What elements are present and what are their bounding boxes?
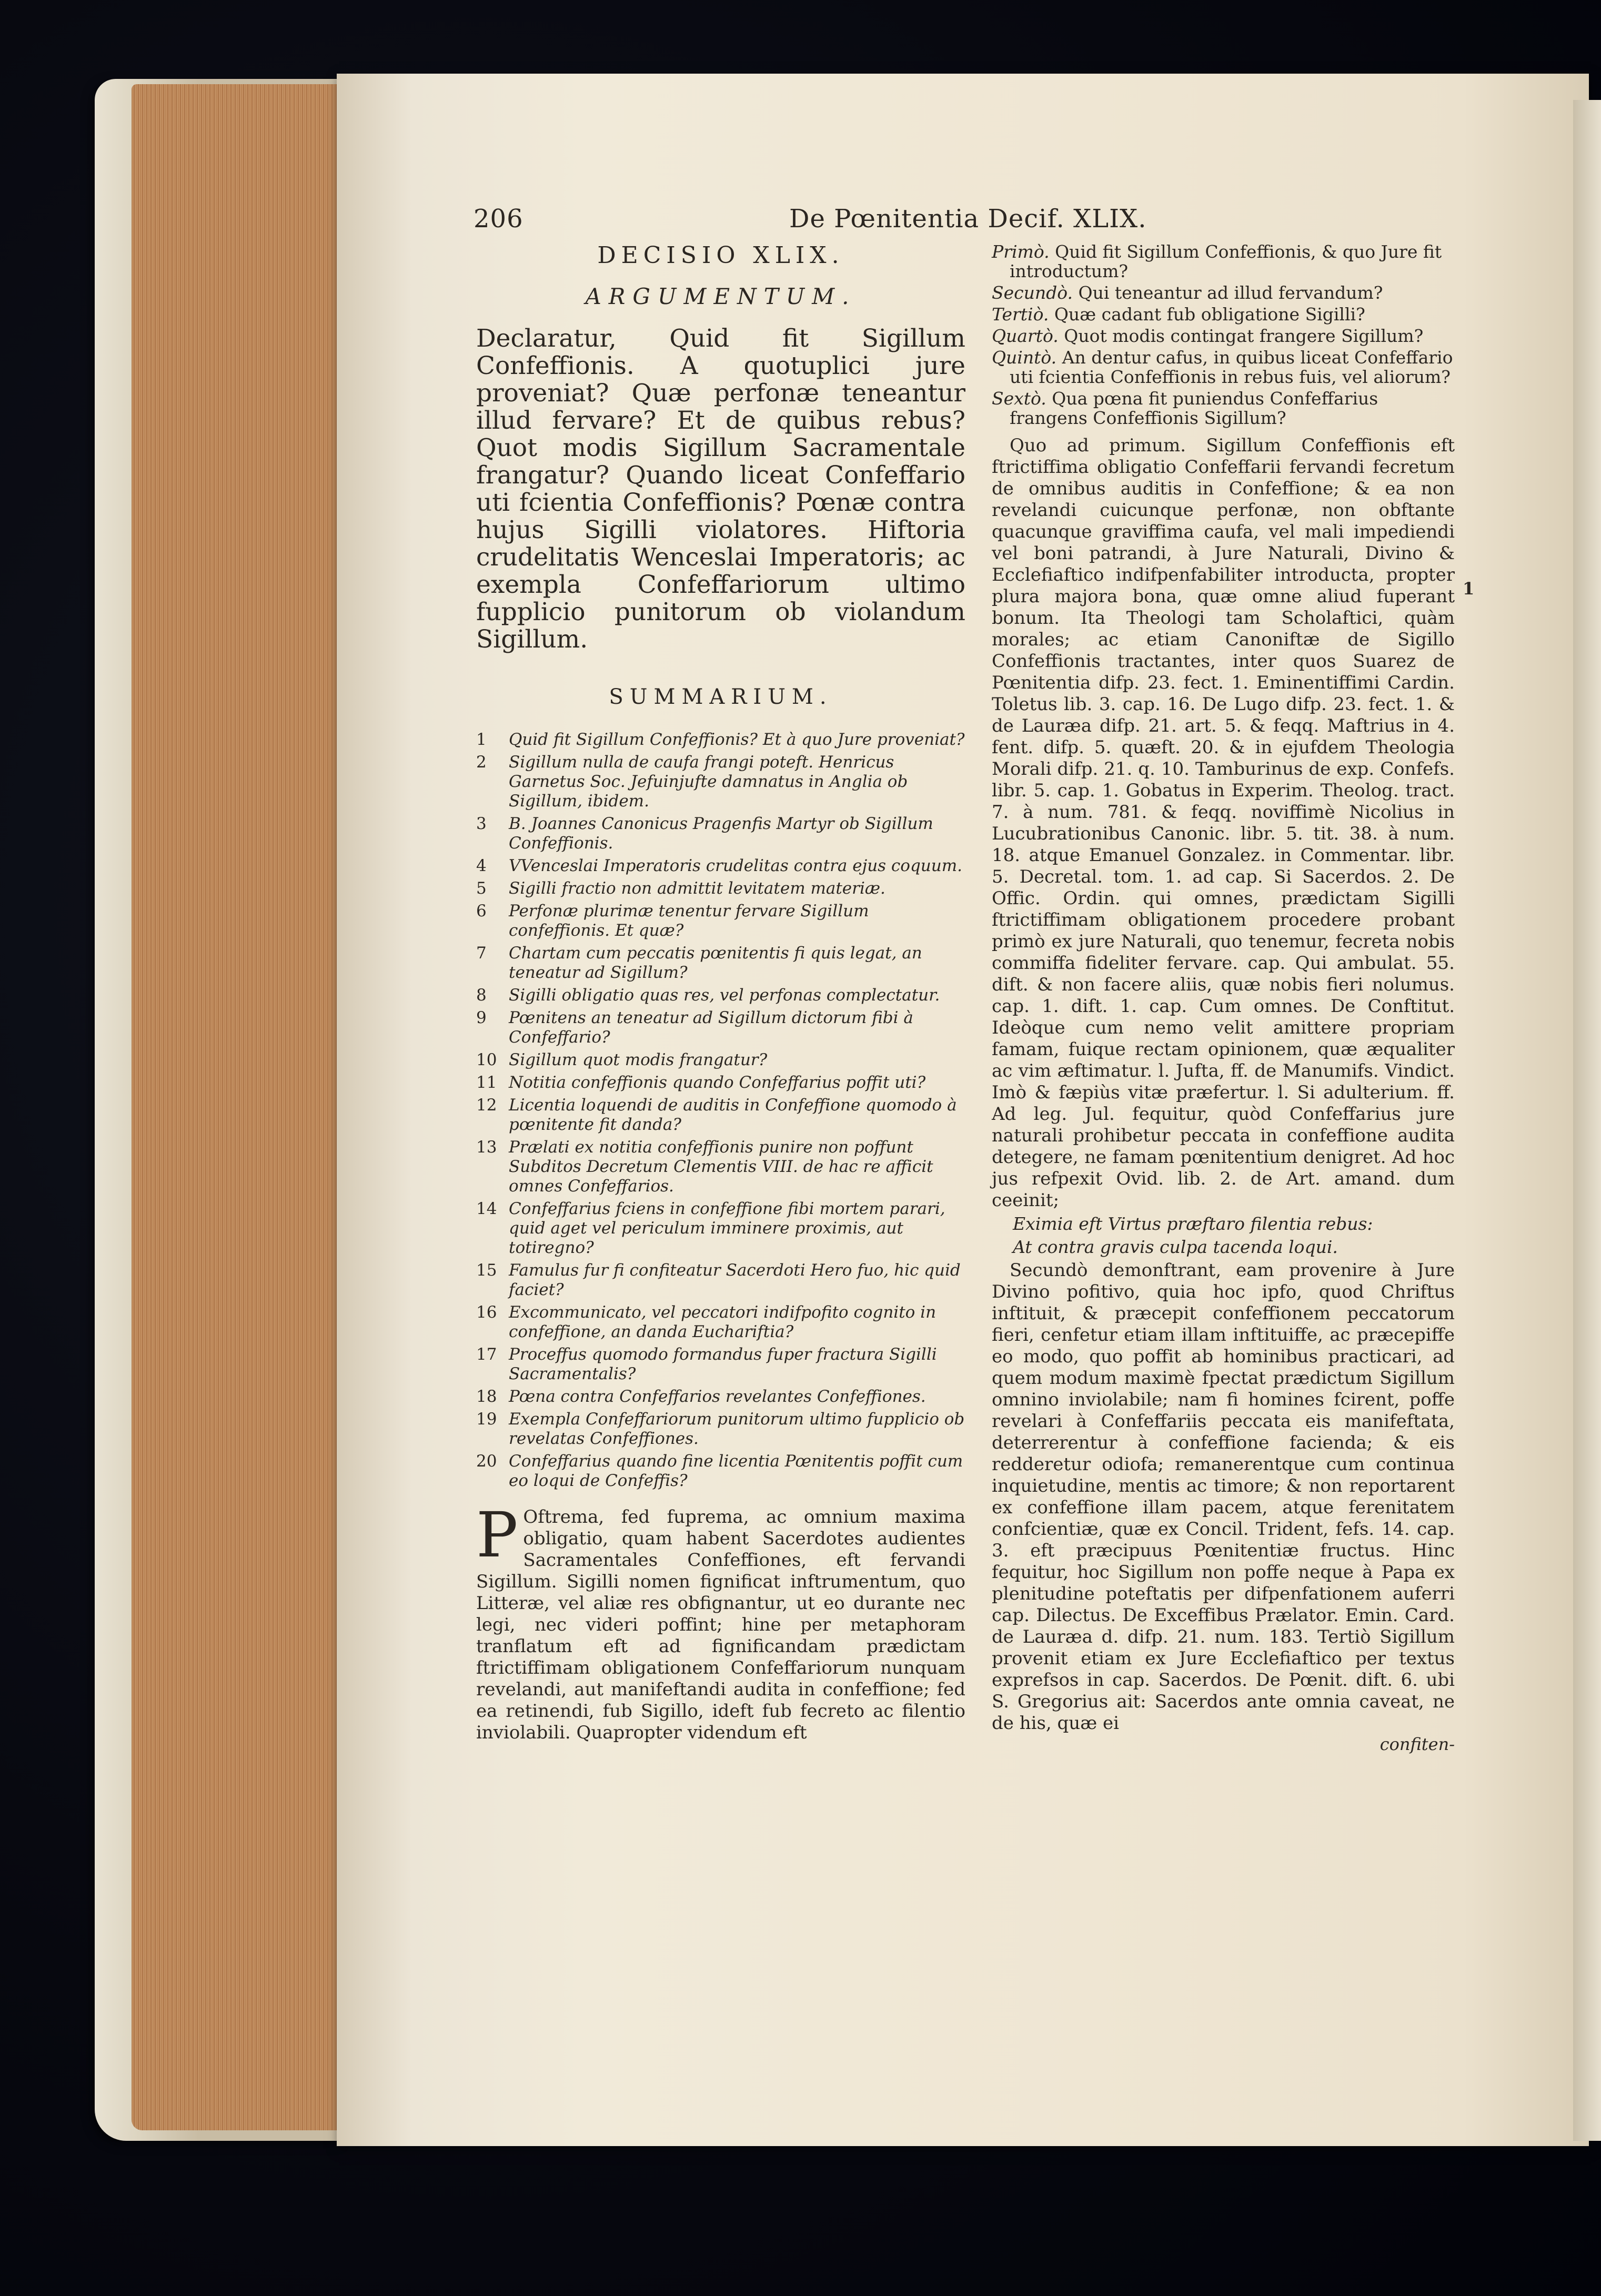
summarium-item <box>476 1345 965 1384</box>
summarium-item-text: Chartam cum peccatis pœnitentis fi quis legat, an teneatur ad Sigillum? <box>509 944 922 982</box>
running-header <box>474 204 1489 241</box>
left-column <box>476 242 965 1744</box>
summarium-item <box>476 814 965 853</box>
summarium-item-text: Sigilli obligatio quas res, vel perfonas complectatur. <box>509 986 940 1005</box>
question-item <box>992 326 1455 346</box>
summarium-item <box>476 902 965 940</box>
question-item <box>992 348 1455 387</box>
summarium-item-text: Pœnitens an teneatur ad Sigillum dictorum fibi à Confeffario? <box>509 1008 913 1047</box>
summarium-item-number: 20 <box>476 1452 497 1471</box>
argumentum-heading: ARGUMENTUM. <box>585 284 857 309</box>
question-ordinal: Secundò. <box>992 282 1073 303</box>
summarium-item-number: 4 <box>476 856 487 875</box>
question-ordinal: Quintò. <box>992 347 1057 368</box>
question-text: Quæ cadant fub obligatione Sigilli? <box>1054 304 1365 325</box>
summarium-item-text: VVenceslai Imperatoris crudelitas contra ejus coquum. <box>509 856 962 875</box>
decisio-heading: DECISIO XLIX. <box>597 242 844 269</box>
body-paragraph <box>476 1499 965 1744</box>
summarium-item-text: Pœna contra Confeffarios revelantes Confeffiones. <box>509 1387 926 1406</box>
question-text: Quot modis contingat frangere Sigillum? <box>1064 326 1424 346</box>
question-ordinal: Quartò. <box>992 326 1059 346</box>
question-item <box>992 305 1455 324</box>
summarium-item-number: 14 <box>476 1199 497 1218</box>
summarium-item-text: Confeffarius fciens in confeffione fibi mortem parari, quid aget vel periculum imminere proximis, aut totiregno? <box>509 1199 945 1257</box>
summarium-item-number: 19 <box>476 1410 497 1429</box>
summarium-item <box>476 1452 965 1491</box>
question-ordinal: Sextò. <box>992 388 1046 409</box>
question-item <box>992 242 1455 281</box>
summarium-item-text: Excommunicato, vel peccatori indifpofito cognito in confeffione, an danda Euchariftia? <box>509 1303 937 1341</box>
summarium-item-text: Proceffus quomodo formandus fuper fractura Sigilli Sacramentalis? <box>509 1345 937 1383</box>
summarium-item-number: 2 <box>476 753 487 772</box>
page-number: 206 <box>474 204 523 234</box>
summarium-item-text: Notitia confeffionis quando Confeffarius poffit uti? <box>509 1073 926 1092</box>
summarium-item-number: 11 <box>476 1073 497 1092</box>
question-text: An dentur cafus, in quibus liceat Confeffario uti fcientia Confeffionis in rebus fuis, vel aliorum? <box>1010 347 1453 387</box>
summarium-item <box>476 1073 965 1093</box>
summarium-item <box>476 1410 965 1449</box>
summarium-item <box>476 1387 965 1407</box>
drop-capital: P <box>476 1499 518 1571</box>
question-ordinal: Primò. <box>992 241 1050 262</box>
paragraph-primum: Quo ad primum. Sigillum Confeffionis eft ftrictiffima obligatio Confeffarii fervandi fecretum de omnibus auditis in Confeffione; & ea non revelandi cuicunque perfonæ, non obftante quacunque graviffima caufa, vel mali impediendi vel boni patrandi, à Jure Naturali, Divino & Ecclefiaftico indifpenfabiliter introducta, propter plura majora bona, quæ omne aliud fuperant bonum. Ita Theologi tam Scholaftici, quàm morales; ac etiam Canoniftæ de Sigillo Confeffionis tractantes, inter quos Suarez de Pœnitentia difp. 23. fect. 1. Eminentiffimi Cardin. Toletus lib. 3. cap. 16. De Lugo difp. 23. fect. 1. & de Lauræa difp. 21. art. 5. & feqq. Maftrius in 4. fent. difp. 5. quæft. 20. & in ejufdem Theologia Morali difp. 21. q. 10. Tamburinus de exp. Confefs. libr. 5. cap. 1. Gobatus in Experim. Theolog. tract. 7. à num. 781. & feqq. noviffimè Nicolius in Lucubrationibus Canonic. libr. 5. tit. 38. à num. 18. atque Emanuel Gonzalez. in Commentar. libr. 5. Decretal. tom. 1. ad cap. Si Sacerdos. 2. De Offic. Ordin. qui omnes, prædictam Sigilli ftrictiffimam obligationem procedere probant primò ex jure Naturali, quo tenemur, fecreta nobis commiffa fideliter fervare. cap. Qui ambulat. 55. dift. & non facere aliis, quæ nobis fieri nolumus. cap. 1. dift. 1. cap. Cum omnes. De Conftitut. Ideòque cum nemo velit amittere propriam famam, fuique rectam opinionem, quæ æqualiter ac vim æftimatur. l. Jufta, ff. de Manumifs. Vindict. Imò & fæpiùs vitæ præfertur. l. Si adulterium. ff. Ad leg. Jul. fequitur, quòd Confeffarius jure naturali prohibetur peccata in confeffione audita detegere, ne famam pœnitentium denigret. Ad hoc jus refpexit Ovid. lib. 2. de Art. amand. dum ceeinit; <box>992 435 1455 1211</box>
question-list <box>992 242 1455 428</box>
summarium-item <box>476 1303 965 1342</box>
summarium-item <box>476 879 965 898</box>
running-title: De Pœnitentia Decif. XLIX. <box>789 204 1147 234</box>
summarium-list <box>476 730 965 1491</box>
question-item <box>992 389 1455 428</box>
verse-line-1: Eximia eft Virtus præftaro filentia rebus: <box>1013 1213 1373 1234</box>
summarium-item <box>476 944 965 983</box>
summarium-item <box>476 856 965 876</box>
summarium-item <box>476 1050 965 1070</box>
summarium-item-text: Confeffarius quando fine licentia Pœnitentis poffit cum eo loqui de Confeffis? <box>509 1452 963 1490</box>
summarium-item-number: 3 <box>476 814 487 833</box>
summarium-item-text: Quid fit Sigillum Confeffionis? Et à quo Jure proveniat? <box>509 730 965 749</box>
question-ordinal: Tertiò. <box>992 304 1049 325</box>
summarium-item-number: 16 <box>476 1303 497 1322</box>
summarium-item-number: 8 <box>476 986 487 1005</box>
summarium-item-number: 6 <box>476 902 487 921</box>
summarium-item-text: Sigilli fractio non admittit levitatem materiæ. <box>509 879 885 898</box>
summarium-item-text: B. Joannes Canonicus Pragenfis Martyr ob Sigillum Confeffionis. <box>509 814 933 853</box>
summarium-item-number: 15 <box>476 1261 497 1280</box>
summarium-heading: SUMMARIUM. <box>609 685 833 709</box>
summarium-item <box>476 1096 965 1135</box>
body-text: Oftrema, fed fuprema, ac omnium maxima obligatio, quam habent Sacerdotes audientes Sacramentales Confeffiones, eft fervandi Sigillum. Sigilli nomen fignificat inftrumentum, quo Litteræ, vel aliæ res obfignantur, ut eo durante nec legi, nec videri poffint; hine per metaphoram tranflatum eft ad fignificandam prædictam ftrictiffimam obligationem Confeffariorum nunquam revelandi, aut manifeftandi audita in confeffione; fed ea retinendi, fub Sigillo, ideft fub fecreto ac filentio inviolabili. Quapropter videndum eft <box>476 1506 965 1743</box>
summarium-item-number: 1 <box>476 730 487 749</box>
summarium-item-text: Exempla Confeffariorum punitorum ultimo fupplicio ob revelatas Confeffiones. <box>509 1410 965 1448</box>
facing-page-edge <box>1573 100 1601 2141</box>
summarium-item-number: 12 <box>476 1096 497 1115</box>
argumentum-text: Declaratur, Quid fit Sigillum Confeffionis. A quotuplici jure proveniat? Quæ perfonæ teneantur illud fervare? Et de quibus rebus? Quot modis Sigillum Sacramentale frangatur? Quando liceat Confeffario uti fcientia Confeffionis? Pœnæ contra hujus Sigilli violatores. Hiftoria crudelitatis Wenceslai Imperatoris; ac exempla Confeffariorum ultimo fupplicio punitorum ob violandum Sigillum. <box>476 324 965 654</box>
paragraph-secundo: Secundò demonftrant, eam provenire à Jure Divino pofitivo, quia hoc ipfo, quod Chriftus inftituit, & præcepit confeffionem peccatorum fieri, cenfetur etiam illam inftituiffe, ac præcepiffe eo modo, quo poffit ab hominibus practicari, ad quem modum maximè fpectat prædictum Sigillum omnino inviolabile; nam fi homines fcirent, poffe revelari à Confeffariis peccata eis manifeftata, deterrerentur à confeffione facienda; & eis redderetur odiofa; remanerentque cum continua inquietudine, mentis ac timore; & non reportarent ex confeffione illam pacem, atque ferenitatem confcientiæ, quæ ex Concil. Trident, fefs. 14. cap. 3. eft præcipuus Pœnitentiæ fructus. Hinc fequitur, hoc Sigillum non poffe neque à Papa ex plenitudine poteftatis per difpenfationem auferri cap. Dilectus. De Exceffibus Prælator. Emin. Card. de Lauræa d. difp. 21. num. 183. Tertiò Sigillum provenit etiam ex Jure Ecclefiaftico per textus exprefsos in cap. Sacerdos. De Pœnit. dift. 6. ubi S. Gregorius ait: Sacerdos ante omnia caveat, ne de his, quæ ei <box>992 1260 1455 1734</box>
verse-line-2: At contra gravis culpa tacenda loqui. <box>1013 1237 1338 1257</box>
summarium-item-text: Famulus fur fi confiteatur Sacerdoti Hero fuo, hic quid faciet? <box>509 1261 961 1299</box>
summarium-item-text: Perfonæ plurimæ tenentur fervare Sigillum confeffionis. Et quæ? <box>509 902 869 940</box>
summarium-item-number: 13 <box>476 1138 497 1157</box>
summarium-item <box>476 753 965 811</box>
summarium-item <box>476 1261 965 1300</box>
right-column <box>992 242 1455 1754</box>
question-text: Quid fit Sigillum Confeffionis, & quo Jure fit introductum? <box>1010 241 1442 281</box>
summarium-item <box>476 1199 965 1258</box>
summarium-item-number: 17 <box>476 1345 497 1364</box>
summarium-item-text: Prælati ex notitia confeffionis punire non poffunt Subditos Decretum Clementis VIII. de hac re afficit omnes Confeffarios. <box>509 1138 933 1196</box>
summarium-item-text: Sigillum nulla de caufa frangi poteft. Henricus Garnetus Soc. Jefuinjufte damnatus in Anglia ob Sigillum, ibidem. <box>509 753 908 811</box>
summarium-item <box>476 1008 965 1047</box>
summarium-item <box>476 986 965 1005</box>
summarium-item-text: Sigillum quot modis frangatur? <box>509 1050 768 1069</box>
catchword: confiten- <box>1380 1734 1455 1754</box>
summarium-item-number: 18 <box>476 1387 497 1406</box>
summarium-item <box>476 1138 965 1196</box>
margin-note-number: 1 <box>1463 579 1475 599</box>
summarium-item-number: 5 <box>476 879 487 898</box>
question-text: Qui teneantur ad illud fervandum? <box>1078 282 1383 303</box>
summarium-item-number: 10 <box>476 1050 497 1069</box>
summarium-item-text: Licentia loquendi de auditis in Confeffione quomodo à pœnitente fit danda? <box>509 1096 957 1134</box>
summarium-item-number: 7 <box>476 944 487 963</box>
question-item <box>992 283 1455 302</box>
summarium-item <box>476 730 965 750</box>
page-block-edge <box>132 84 342 2130</box>
question-text: Qua pœna fit puniendus Confeffarius frangens Confeffionis Sigillum? <box>1010 388 1378 428</box>
summarium-item-number: 9 <box>476 1008 487 1027</box>
